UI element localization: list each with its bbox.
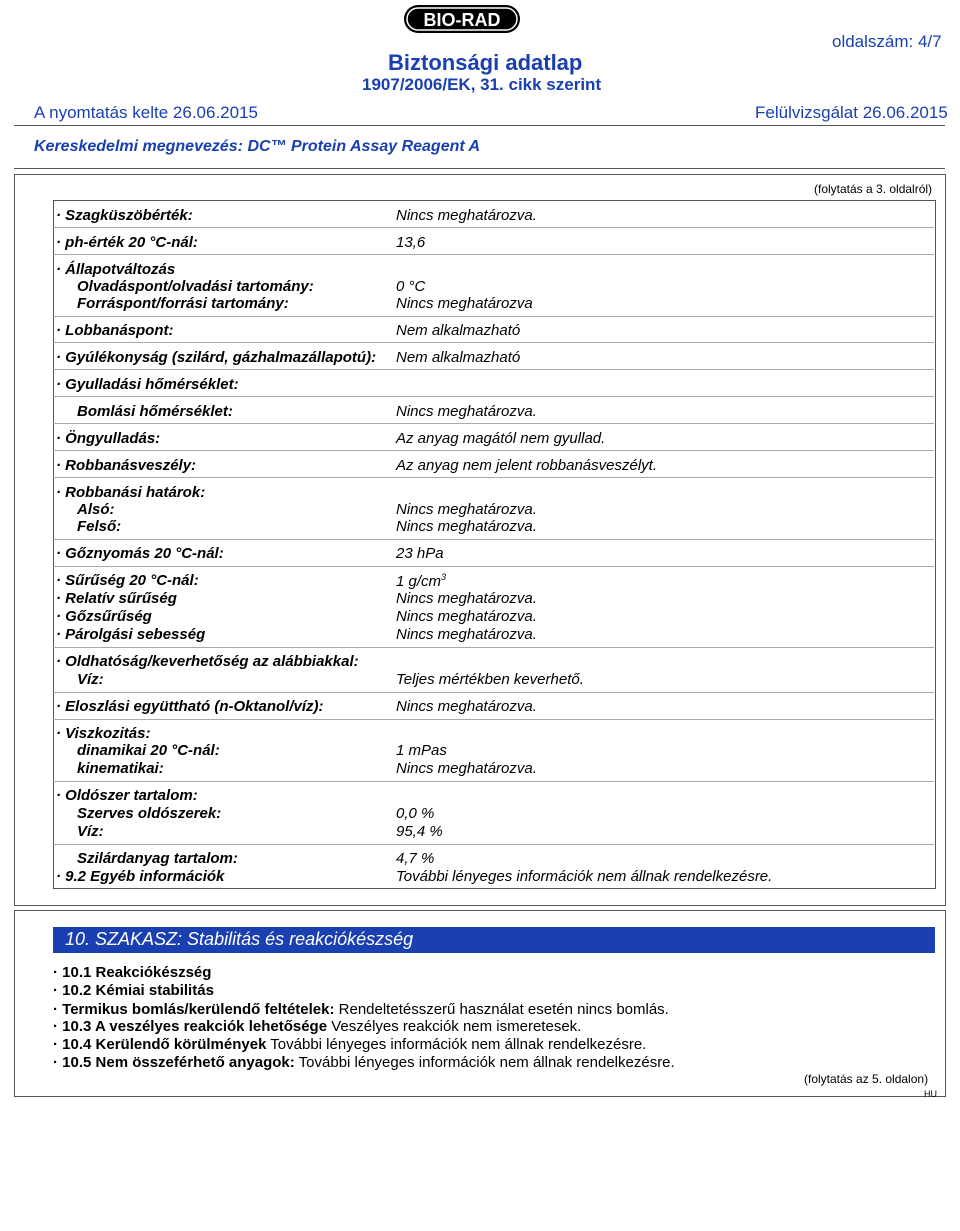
property-value: Nincs meghatározva. bbox=[396, 698, 537, 715]
section-10-item: · 10.4 Kerülendő körülmények További lényeges információk nem állnak rendelkezésre. bbox=[53, 1036, 647, 1053]
property-value: 0 °C bbox=[396, 278, 426, 295]
trade-divider bbox=[14, 168, 945, 169]
property-label: · Viszkozitás: bbox=[56, 725, 151, 742]
property-label: · Relatív sűrűség bbox=[56, 590, 177, 607]
property-value: Nem alkalmazható bbox=[396, 322, 521, 339]
property-value: Nem alkalmazható bbox=[396, 349, 521, 366]
section-10-item: · 10.3 A veszélyes reakciók lehetősége Veszélyes reakciók nem ismeretesek. bbox=[53, 1018, 582, 1035]
section-10-item: · Termikus bomlás/kerülendő feltételek: Rendeltetésszerű használat esetén nincs bomlás. bbox=[53, 1001, 669, 1018]
property-label: · Gőznyomás 20 °C-nál: bbox=[56, 545, 224, 562]
property-value: Nincs meghatározva. bbox=[396, 207, 537, 224]
property-label: · Oldhatóság/keverhetőség az alábbiakkal: bbox=[56, 653, 359, 670]
property-label: · Gyulladási hőmérséklet: bbox=[56, 376, 239, 393]
property-value: Teljes mértékben keverhető. bbox=[396, 671, 584, 688]
property-label: Szilárdanyag tartalom: bbox=[77, 850, 238, 867]
property-label: · Szagküszöbérték: bbox=[56, 207, 193, 224]
property-value: Nincs meghatározva bbox=[396, 295, 533, 312]
property-label: Víz: bbox=[77, 823, 104, 840]
property-value: 1 $g/cm^3$ bbox=[396, 572, 447, 590]
document-title: Biztonsági adatlap bbox=[388, 50, 583, 75]
section-10-item: · 10.5 Nem összeférhető anyagok: További lényeges információk nem állnak rendelkezésre. bbox=[53, 1054, 675, 1071]
property-label: · Gőzsűrűség bbox=[56, 608, 152, 625]
page-number: oldalszám: 4/7 bbox=[832, 32, 942, 51]
property-label: · Robbanási határok: bbox=[56, 484, 206, 501]
property-label: · Eloszlási együttható (n-Oktanol/víz): bbox=[56, 698, 324, 715]
svg-text:BIO-RAD: BIO-RAD bbox=[423, 10, 501, 30]
property-value: 0,0 % bbox=[396, 805, 435, 822]
header-divider bbox=[14, 125, 945, 126]
continued-from: (folytatás a 3. oldalról) bbox=[814, 182, 933, 196]
property-label: · Lobbanáspont: bbox=[56, 322, 174, 339]
section-10-item: · 10.1 Reakciókészség bbox=[53, 964, 212, 981]
property-value: További lényeges információk nem állnak rendelkezésre. bbox=[396, 868, 773, 885]
property-value: Az anyag nem jelent robbanásveszélyt. bbox=[396, 457, 657, 474]
property-label: Alsó: bbox=[77, 501, 115, 518]
print-date: A nyomtatás kelte 26.06.2015 bbox=[34, 103, 258, 122]
property-label: · Állapotváltozás bbox=[56, 261, 176, 278]
property-label: · Gyúlékonyság (szilárd, gázhalmazállapotú): bbox=[56, 349, 377, 366]
property-label: · Robbanásveszély: bbox=[56, 457, 197, 474]
bio-rad-logo bbox=[403, 4, 521, 34]
property-value: 13,6 bbox=[396, 234, 426, 251]
revision-date: Felülvizsgálat 26.06.2015 bbox=[755, 103, 948, 122]
property-value: Nincs meghatározva. bbox=[396, 590, 537, 607]
property-label: Szerves oldószerek: bbox=[77, 805, 222, 822]
trade-name: Kereskedelmi megnevezés: DC™ Protein Assay Reagent A bbox=[34, 138, 481, 155]
document-subtitle: 1907/2006/EK, 31. cikk szerint bbox=[362, 75, 602, 94]
property-label: Víz: bbox=[77, 671, 104, 688]
property-label: · 9.2 Egyéb információk bbox=[56, 868, 225, 885]
language-code: HU bbox=[924, 1089, 937, 1099]
property-value: 1 mPas bbox=[396, 742, 447, 759]
property-label: · Sűrűség 20 °C-nál: bbox=[56, 572, 199, 589]
property-value: Nincs meghatározva. bbox=[396, 760, 537, 777]
continued-to: (folytatás az 5. oldalon) bbox=[804, 1072, 929, 1086]
property-label: · Oldószer tartalom: bbox=[56, 787, 198, 804]
property-label: · Párolgási sebesség bbox=[56, 626, 206, 643]
property-value: Az anyag magától nem gyullad. bbox=[396, 430, 606, 447]
section-10-heading-bar bbox=[53, 927, 935, 953]
property-value: Nincs meghatározva. bbox=[396, 501, 537, 518]
property-label: dinamikai 20 °C-nál: bbox=[77, 742, 220, 759]
property-label: Forráspont/forrási tartomány: bbox=[77, 295, 289, 312]
property-value: 4,7 % bbox=[396, 850, 435, 867]
property-label: Bomlási hőmérséklet: bbox=[77, 403, 233, 420]
property-value: 95,4 % bbox=[396, 823, 443, 840]
section-10-heading: 10. SZAKASZ: Stabilitás és reakciókészség bbox=[65, 929, 414, 949]
property-label: kinematikai: bbox=[77, 760, 164, 777]
section-10-item: · 10.2 Kémiai stabilitás bbox=[53, 982, 214, 999]
property-value: Nincs meghatározva. bbox=[396, 518, 537, 535]
property-value: Nincs meghatározva. bbox=[396, 626, 537, 643]
property-label: Felső: bbox=[77, 518, 122, 535]
property-label: · Öngyulladás: bbox=[56, 430, 161, 447]
property-label: · ph-érték 20 °C-nál: bbox=[56, 234, 198, 251]
property-label: Olvadáspont/olvadási tartomány: bbox=[77, 278, 314, 295]
property-value: Nincs meghatározva. bbox=[396, 403, 537, 420]
property-value: Nincs meghatározva. bbox=[396, 608, 537, 625]
property-value: 23 hPa bbox=[396, 545, 444, 562]
